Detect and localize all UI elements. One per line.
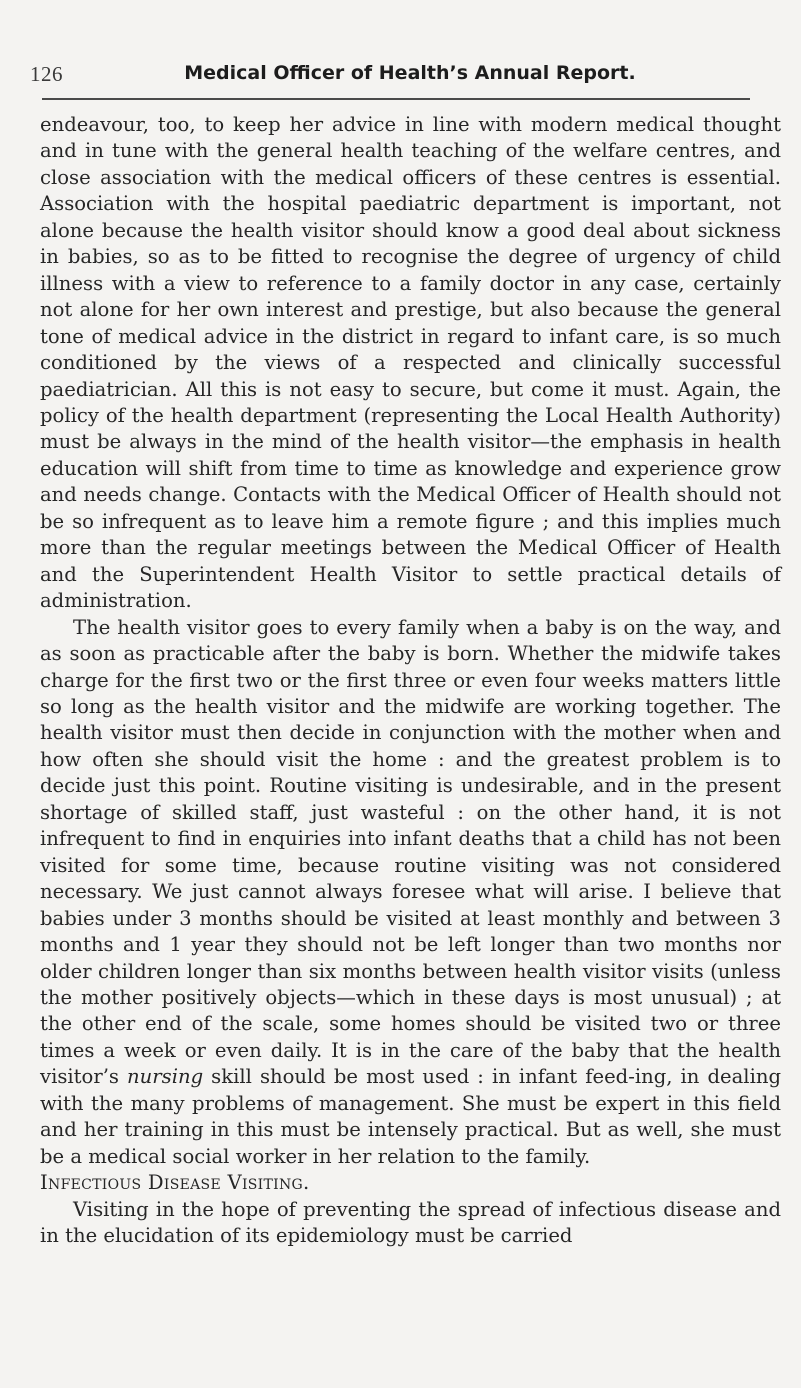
- page-header: [30, 62, 790, 96]
- paragraph-text: The health visitor goes to every family when a baby is on the way, and as soon as practicable after the baby is born. Whether the midwife takes charge for the first two or the first three or even four weeks matters little so long as the health visitor and the midwife are working together. The health visitor must then decide in conjunction with the mother when and how often she should visit the home : and the greatest problem is to decide just this point. Routine visiting is undesirable, and in the present shortage of skilled staff, just wasteful : on the other hand, it is not infrequent to find in enquiries into infant deaths that a child has not been visited for some time, because routine visiting was not considered necessary. We just cannot always foresee what will arise. I believe that babies under 3 months should be visited at least monthly and between 3 months and 1 year they should not be left longer than two months nor older children longer than six months between health visitor visits (unless the mother positively objects—which in these days is most unusual) ; at the other end of the scale, some homes should be visited two or three times a week or even daily. It is in the care of the baby that the health visitor’s: [40, 615, 781, 1089]
- paragraph-continuation: [40, 112, 781, 615]
- page-body: [40, 112, 781, 1249]
- page-number: 126: [30, 62, 63, 86]
- running-head: Medical Officer of Health’s Annual Report.: [184, 62, 636, 84]
- paragraph-text: Visiting in the hope of preventing the spread of infectious disease and in the elucidation of its epidemiology must be carried: [40, 1197, 781, 1248]
- paragraph-text: skill should be most used : in infant feed-ing, in dealing with the many problems of management. She must be expert in this field and her training in this must be intensely practical. But as well, she must be a medical social worker in her relation to the family.: [40, 1065, 781, 1168]
- paragraph-text: endeavour, too, to keep her advice in line with modern medical thought and in tune with the general health teaching of the welfare centres, and close association with the medical officers of these centres is essential. Association with the hospital paediatric department is important, not alone because the health visitor should know a good deal about sickness in babies, so as to be fitted to recognise the degree of urgency of child illness with a view to reference to a family doctor in any case, certainly not alone for her own interest and prestige, but also because the general tone of medical advice in the district in regard to infant care, is so much conditioned by the views of a respected and clinically successful paediatrician. All this is not easy to secure, but come it must. Again, the policy of the health department (representing the Local Health Authority) must be always in the mind of the health visitor—the emphasis in health education will shift from time to time as knowledge and experience grow and needs change. Contacts with the Medical Officer of Health should not be so infrequent as to leave him a remote figure ; and this implies much more than the regular meetings between the Medical Officer of Health and the Superintendent Health Visitor to settle practical details of administration.: [40, 113, 781, 613]
- header-rule: [42, 98, 750, 100]
- section-paragraph: [40, 1197, 781, 1250]
- section-heading: Infectious Disease Visiting.: [40, 1171, 310, 1195]
- emphasis-text: nursing: [127, 1065, 204, 1089]
- paragraph-health-visitor-visits: [40, 615, 781, 1171]
